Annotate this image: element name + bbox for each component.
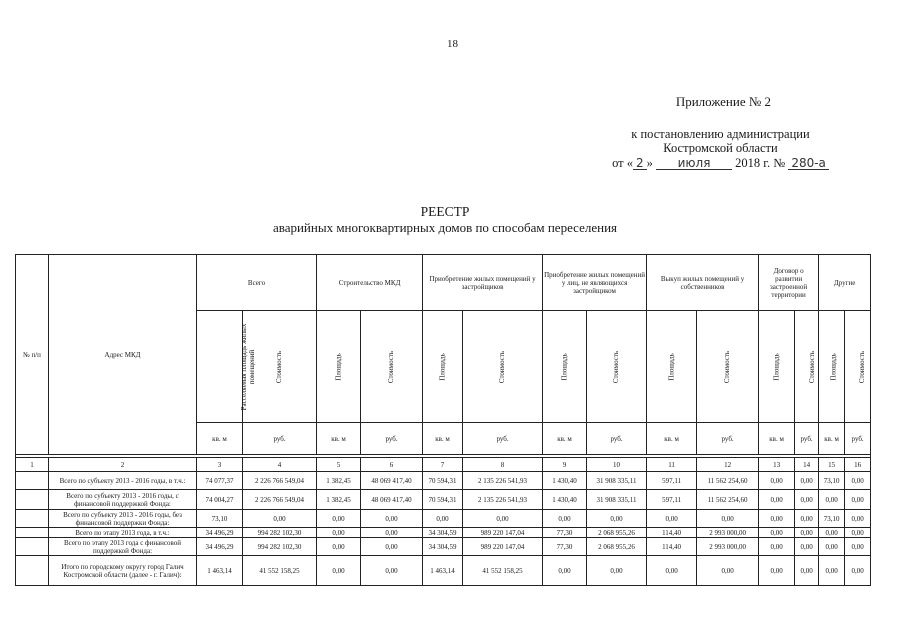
row-value-cell: 0,00 xyxy=(845,490,871,510)
row-value-cell: 0,00 xyxy=(543,556,587,586)
row-value-cell: 34 496,29 xyxy=(197,528,243,538)
column-index: 15 xyxy=(819,458,845,472)
header-purchase-developers: Приобретение жилых помещений у застройщиков xyxy=(423,255,543,311)
sub-area-total: Расселяемая площадь жилых помещений xyxy=(197,311,243,423)
decree-date-line xyxy=(560,156,881,171)
header-number: № п/п xyxy=(16,255,49,455)
registry-table xyxy=(15,254,871,586)
table-row xyxy=(16,472,871,490)
column-index-row xyxy=(16,458,871,472)
column-index: 1 xyxy=(16,458,49,472)
row-value-cell: 0,00 xyxy=(845,510,871,528)
row-value-cell: 77,30 xyxy=(543,528,587,538)
row-value-cell: 2 135 226 541,93 xyxy=(463,472,543,490)
header-address: Адрес МКД xyxy=(49,255,197,455)
row-value-cell: 0,00 xyxy=(759,472,795,490)
row-value-cell: 0,00 xyxy=(647,556,697,586)
row-value-cell: 48 069 417,40 xyxy=(361,472,423,490)
row-value-cell: 0,00 xyxy=(697,556,759,586)
column-index: 12 xyxy=(697,458,759,472)
row-value-cell: 0,00 xyxy=(361,510,423,528)
page-number: 18 xyxy=(447,38,458,50)
row-value-cell: 597,11 xyxy=(647,490,697,510)
table-row xyxy=(16,510,871,528)
unit-rub: руб. xyxy=(795,423,819,455)
sub-area: Площадь xyxy=(423,311,463,423)
header-total: Всего xyxy=(197,255,317,311)
row-value-cell: 994 282 102,30 xyxy=(243,528,317,538)
sub-cost: Стоимость xyxy=(361,311,423,423)
date-mid: » xyxy=(646,156,653,170)
header-buyout: Выкуп жилых помещений у собственников xyxy=(647,255,759,311)
row-address-cell: Итого по городскому округу город Галич Костромской области (далее - г. Галич): xyxy=(49,556,197,586)
row-value-cell: 0,00 xyxy=(795,510,819,528)
sub-cost: Стоимость xyxy=(845,311,871,423)
column-index: 11 xyxy=(647,458,697,472)
row-value-cell: 0,00 xyxy=(317,538,361,556)
row-value-cell: 0,00 xyxy=(361,538,423,556)
row-value-cell: 41 552 158,25 xyxy=(463,556,543,586)
row-value-cell: 0,00 xyxy=(845,556,871,586)
row-value-cell: 70 594,31 xyxy=(423,472,463,490)
row-value-cell: 0,00 xyxy=(795,490,819,510)
row-value-cell: 114,40 xyxy=(647,528,697,538)
header-other: Другие xyxy=(819,255,871,311)
header-development: Договор о развитии застроенной территории xyxy=(759,255,819,311)
row-value-cell: 48 069 417,40 xyxy=(361,490,423,510)
row-value-cell: 0,00 xyxy=(845,472,871,490)
column-index: 8 xyxy=(463,458,543,472)
row-number-cell xyxy=(16,490,49,510)
table-row xyxy=(16,538,871,556)
table-row xyxy=(16,556,871,586)
row-value-cell: 0,00 xyxy=(543,510,587,528)
row-number-cell xyxy=(16,538,49,556)
sub-area: Площадь xyxy=(647,311,697,423)
row-value-cell: 114,40 xyxy=(647,538,697,556)
row-address-cell: Всего по этапу 2013 года с финансовой поддержкой Фонда: xyxy=(49,538,197,556)
row-number-cell xyxy=(16,472,49,490)
unit-rub: руб. xyxy=(845,423,871,455)
row-value-cell: 0,00 xyxy=(697,510,759,528)
date-prefix: от « xyxy=(612,156,634,170)
row-address-cell: Всего по субъекту 2013 - 2016 годы, с финансовой поддержкой Фонда: xyxy=(49,490,197,510)
row-value-cell: 0,00 xyxy=(845,538,871,556)
unit-sqm: кв. м xyxy=(647,423,697,455)
row-value-cell: 73,10 xyxy=(197,510,243,528)
row-address-cell: Всего по субъекту 2013 - 2016 годы, без финансовой поддержки Фонда: xyxy=(49,510,197,528)
row-value-cell: 2 993 000,00 xyxy=(697,528,759,538)
unit-rub: руб. xyxy=(463,423,543,455)
row-number-cell xyxy=(16,528,49,538)
row-address-cell: Всего по этапу 2013 года, в т.ч.: xyxy=(49,528,197,538)
row-value-cell: 0,00 xyxy=(795,556,819,586)
column-index: 5 xyxy=(317,458,361,472)
unit-rub: руб. xyxy=(587,423,647,455)
row-value-cell: 989 220 147,04 xyxy=(463,538,543,556)
row-value-cell: 989 220 147,04 xyxy=(463,528,543,538)
table-row xyxy=(16,490,871,510)
unit-rub: руб. xyxy=(361,423,423,455)
row-value-cell: 0,00 xyxy=(795,528,819,538)
row-value-cell: 34 304,59 xyxy=(423,528,463,538)
row-value-cell: 0,00 xyxy=(647,510,697,528)
header-construction: Строительство МКД xyxy=(317,255,423,311)
header-purchase-other: Приобретение жилых помещений у лиц, не являющихся застройщиком xyxy=(543,255,647,311)
row-value-cell: 11 562 254,60 xyxy=(697,490,759,510)
row-value-cell: 11 562 254,60 xyxy=(697,472,759,490)
unit-rub: руб. xyxy=(243,423,317,455)
appendix-label: Приложение № 2 xyxy=(675,94,771,109)
row-value-cell: 0,00 xyxy=(819,538,845,556)
row-value-cell: 2 135 226 541,93 xyxy=(463,490,543,510)
row-value-cell: 597,11 xyxy=(647,472,697,490)
decree-line-1: к постановлению администрации xyxy=(631,127,810,141)
row-value-cell: 0,00 xyxy=(317,510,361,528)
row-value-cell: 2 226 766 549,04 xyxy=(243,490,317,510)
column-index: 7 xyxy=(423,458,463,472)
sub-area: Площадь xyxy=(759,311,795,423)
table-body xyxy=(16,472,871,586)
header-row-groups xyxy=(16,255,871,311)
table-row xyxy=(16,528,871,538)
row-value-cell: 70 594,31 xyxy=(423,490,463,510)
row-value-cell: 2 993 000,00 xyxy=(697,538,759,556)
column-index: 14 xyxy=(795,458,819,472)
row-value-cell: 73,10 xyxy=(819,472,845,490)
row-address-cell: Всего по субъекту 2013 - 2016 годы, в т.ч.: xyxy=(49,472,197,490)
row-value-cell: 0,00 xyxy=(317,556,361,586)
row-value-cell: 31 908 335,11 xyxy=(587,490,647,510)
row-value-cell: 2 068 955,26 xyxy=(587,528,647,538)
document-title: РЕЕСТР xyxy=(420,204,470,219)
decree-line-2: Костромской области xyxy=(663,140,778,155)
date-year: 2018 г. № xyxy=(735,156,786,170)
row-value-cell: 994 282 102,30 xyxy=(243,538,317,556)
row-value-cell: 73,10 xyxy=(819,510,845,528)
column-index: 9 xyxy=(543,458,587,472)
row-value-cell: 0,00 xyxy=(759,490,795,510)
row-value-cell: 1 430,40 xyxy=(543,490,587,510)
row-number-cell xyxy=(16,556,49,586)
sub-cost: Стоимость xyxy=(463,311,543,423)
row-value-cell: 0,00 xyxy=(819,528,845,538)
row-value-cell: 0,00 xyxy=(759,528,795,538)
date-month: июля xyxy=(656,157,732,170)
row-value-cell: 1 463,14 xyxy=(423,556,463,586)
row-value-cell: 34 304,59 xyxy=(423,538,463,556)
unit-sqm: кв. м xyxy=(423,423,463,455)
row-value-cell: 0,00 xyxy=(361,528,423,538)
row-value-cell: 1 382,45 xyxy=(317,490,361,510)
row-value-cell: 0,00 xyxy=(819,556,845,586)
row-value-cell: 1 463,14 xyxy=(197,556,243,586)
row-number-cell xyxy=(16,510,49,528)
row-value-cell: 0,00 xyxy=(759,510,795,528)
decree-reference xyxy=(560,128,881,155)
column-index: 4 xyxy=(243,458,317,472)
row-value-cell: 0,00 xyxy=(795,472,819,490)
row-value-cell: 2 068 955,26 xyxy=(587,538,647,556)
column-index: 13 xyxy=(759,458,795,472)
row-value-cell: 0,00 xyxy=(759,538,795,556)
unit-sqm: кв. м xyxy=(317,423,361,455)
row-value-cell: 41 552 158,25 xyxy=(243,556,317,586)
row-value-cell: 0,00 xyxy=(819,490,845,510)
row-value-cell: 0,00 xyxy=(845,528,871,538)
unit-rub: руб. xyxy=(697,423,759,455)
sub-cost: Стоимость xyxy=(243,311,317,423)
unit-sqm: кв. м xyxy=(197,423,243,455)
row-value-cell: 0,00 xyxy=(317,528,361,538)
row-value-cell: 0,00 xyxy=(795,538,819,556)
column-index: 10 xyxy=(587,458,647,472)
row-value-cell: 0,00 xyxy=(423,510,463,528)
row-value-cell: 74 077,37 xyxy=(197,472,243,490)
row-value-cell: 1 382,45 xyxy=(317,472,361,490)
row-value-cell: 0,00 xyxy=(759,556,795,586)
row-value-cell: 34 496,29 xyxy=(197,538,243,556)
row-value-cell: 74 004,27 xyxy=(197,490,243,510)
row-value-cell: 0,00 xyxy=(463,510,543,528)
unit-sqm: кв. м xyxy=(819,423,845,455)
sub-cost: Стоимость xyxy=(795,311,819,423)
sub-area: Площадь xyxy=(819,311,845,423)
column-index: 6 xyxy=(361,458,423,472)
decree-number: 280-а xyxy=(788,157,829,170)
column-index: 2 xyxy=(49,458,197,472)
row-value-cell: 0,00 xyxy=(587,556,647,586)
unit-sqm: кв. м xyxy=(759,423,795,455)
sub-area: Площадь xyxy=(317,311,361,423)
row-value-cell: 1 430,40 xyxy=(543,472,587,490)
sub-cost: Стоимость xyxy=(587,311,647,423)
sub-area: Площадь xyxy=(543,311,587,423)
row-value-cell: 77,30 xyxy=(543,538,587,556)
row-value-cell: 0,00 xyxy=(243,510,317,528)
unit-sqm: кв. м xyxy=(543,423,587,455)
row-value-cell: 2 226 766 549,04 xyxy=(243,472,317,490)
column-index: 3 xyxy=(197,458,243,472)
document-subtitle: аварийных многоквартирных домов по способам переселения xyxy=(272,220,618,235)
column-index: 16 xyxy=(845,458,871,472)
row-value-cell: 31 908 335,11 xyxy=(587,472,647,490)
sub-cost: Стоимость xyxy=(697,311,759,423)
row-value-cell: 0,00 xyxy=(361,556,423,586)
date-day: 2 xyxy=(633,157,647,170)
row-value-cell: 0,00 xyxy=(587,510,647,528)
